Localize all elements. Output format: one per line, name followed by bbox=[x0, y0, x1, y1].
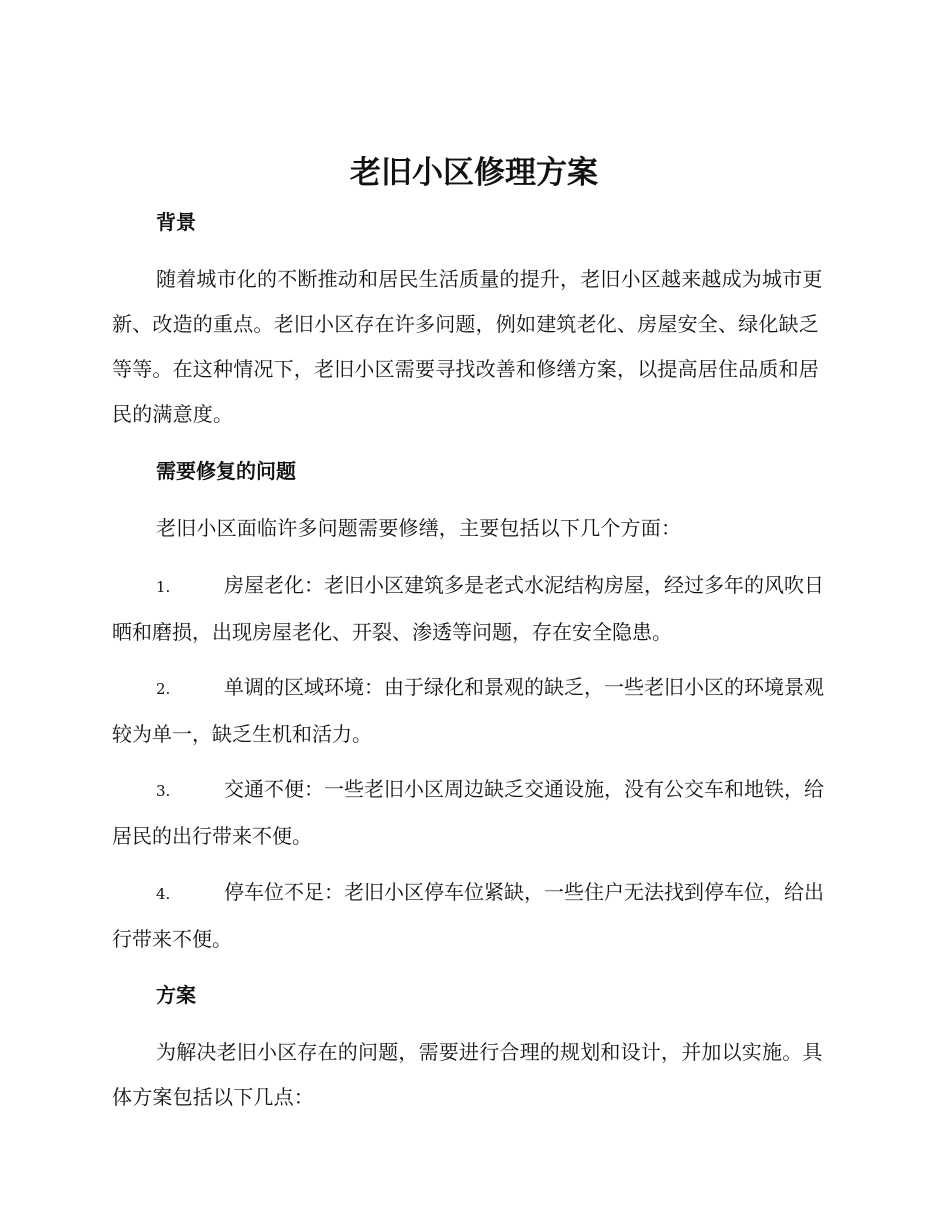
list-number: 1. bbox=[156, 578, 171, 596]
document-title: 老旧小区修理方案 bbox=[350, 155, 598, 191]
list-item-text: 停车位不足：老旧小区停车位紧缺，一些住户无法找到停车位，给出行带来不便。 bbox=[112, 880, 824, 951]
background-paragraph: 随着城市化的不断推动和居民生活质量的提升，老旧小区越来越成为城市更新、改造的重点。老旧小区存在许多问题，例如建筑老化、房屋安全、绿化缺乏等等。在这种情况下，老旧小区需要寻找改善和修缮方案，以提高居住品质和居民的满意度。 bbox=[112, 267, 823, 426]
list-number: 2. bbox=[156, 680, 171, 698]
section-heading-plan: 方案 bbox=[156, 983, 196, 1007]
list-item-text: 房屋老化：老旧小区建筑多是老式水泥结构房屋，经过多年的风吹日晒和磨损，出现房屋老化、开裂、渗透等问题，存在安全隐患。 bbox=[112, 573, 824, 644]
problem-item-1 bbox=[112, 563, 836, 655]
list-number: 3. bbox=[156, 782, 171, 800]
list-number: 4. bbox=[156, 885, 171, 903]
problem-item-2 bbox=[112, 665, 836, 757]
list-item-text: 单调的区域环境：由于绿化和景观的缺乏，一些老旧小区的环境景观较为单一，缺乏生机和活力。 bbox=[112, 675, 824, 746]
section-heading-background: 背景 bbox=[156, 210, 196, 234]
problem-item-3 bbox=[112, 767, 836, 859]
problems-intro: 老旧小区面临许多问题需要修缮，主要包括以下几个方面： bbox=[156, 516, 682, 540]
section-heading-problems: 需要修复的问题 bbox=[156, 459, 296, 483]
problem-item-4 bbox=[112, 870, 836, 962]
plan-intro: 为解决老旧小区存在的问题，需要进行合理的规划和设计，并加以实施。具体方案包括以下几点： bbox=[112, 1040, 823, 1109]
list-item-text: 交通不便：一些老旧小区周边缺乏交通设施，没有公交车和地铁，给居民的出行带来不便。 bbox=[112, 777, 824, 848]
